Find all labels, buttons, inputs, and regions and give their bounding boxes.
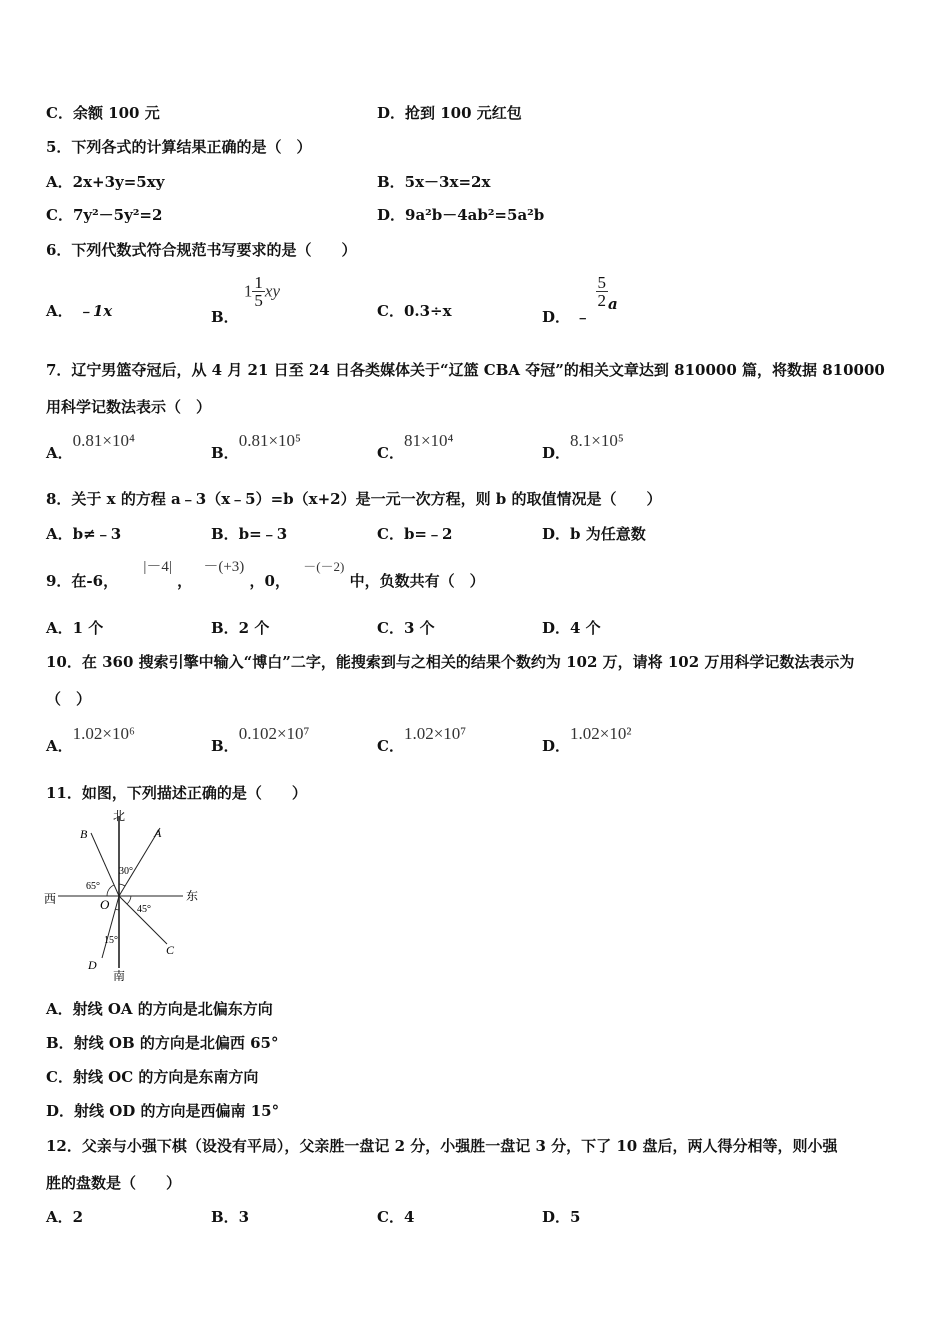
q6-d-sign: ﹣ (575, 307, 591, 326)
label-east: 东 (186, 889, 199, 903)
arc-65 (107, 885, 114, 896)
q8-option-d[interactable]: D．b 为任意数 (542, 525, 646, 543)
q7-b-expr: 0.81×10⁵ (238, 431, 301, 450)
q6-b-label: B． (211, 307, 239, 326)
label-15deg: 15° (104, 935, 118, 946)
q6-option-c[interactable] (377, 300, 452, 321)
q10-option-c[interactable] (377, 723, 467, 755)
label-b: B (80, 827, 88, 841)
q7-d-expr: 8.1×10⁵ (570, 431, 624, 450)
q6-option-a[interactable] (46, 300, 112, 321)
q7-d-label: D． (542, 444, 571, 462)
q10-stem-line2: （ ） (46, 690, 92, 708)
q6-option-b[interactable] (211, 273, 281, 326)
q10-c-label: C． (377, 737, 404, 755)
q6-a-expr: ﹣1x (77, 302, 113, 320)
q6-stem: 6．下列代数式符合规范书写要求的是（ ） (46, 241, 357, 259)
q9-suffix: 中，负数共有（ ） (349, 572, 485, 590)
q10-d-label: D． (542, 737, 571, 755)
arc-45 (127, 896, 131, 904)
q9-expr3: －(－2) (303, 559, 345, 574)
q8-option-a[interactable]: A．b≠﹣3 (46, 525, 122, 543)
q7-c-label: C． (377, 444, 404, 462)
q10-option-a[interactable] (46, 723, 135, 755)
label-west: 西 (44, 892, 57, 906)
q12-option-d[interactable]: D．5 (542, 1208, 581, 1226)
label-d: D (88, 958, 97, 972)
q6-d-den: 2 (597, 291, 606, 310)
q9-option-a[interactable]: A．1 个 (46, 619, 104, 637)
q5-option-a[interactable]: A．2x+3y=5xy (46, 173, 165, 191)
q9-sep1: ， (177, 572, 193, 590)
q5-option-c[interactable]: C．7y²－5y²=2 (46, 206, 163, 224)
q11-option-c[interactable]: C．射线 OC 的方向是东南方向 (46, 1068, 259, 1086)
q9-option-d[interactable]: D．4 个 (542, 619, 601, 637)
q6-d-var: a (608, 294, 618, 313)
q10-option-b[interactable] (211, 723, 310, 755)
q11-option-b[interactable]: B．射线 OB 的方向是北偏西 65° (46, 1034, 279, 1052)
q6-c-expr: 0.3÷x (403, 302, 452, 320)
q9-expr1: |－4| (143, 559, 172, 575)
q12-option-b[interactable]: B．3 (211, 1208, 250, 1226)
label-o: O (100, 897, 110, 912)
q5-option-b[interactable]: B．5x－3x=2x (377, 173, 491, 191)
q10-option-d[interactable] (542, 723, 632, 755)
q7-stem-line2: 用科学记数法表示（ ） (46, 398, 212, 416)
q7-a-expr: 0.81×10⁴ (72, 431, 135, 450)
q12-option-a[interactable]: A．2 (46, 1208, 84, 1226)
q6-b-fraction (252, 274, 265, 309)
q7-option-c[interactable] (377, 430, 454, 462)
q5-option-d[interactable]: D．9a²b－4ab²=5a²b (377, 206, 545, 224)
q10-a-label: A． (46, 737, 73, 755)
q10-a-expr: 1.02×10⁶ (72, 724, 135, 743)
q7-option-d[interactable] (542, 430, 624, 462)
q6-b-var: xy (264, 281, 281, 301)
label-45deg: 45° (137, 904, 151, 915)
q6-b-den: 5 (254, 291, 263, 310)
q7-b-label: B． (211, 444, 239, 462)
q7-a-label: A． (46, 444, 73, 462)
q8-option-b[interactable]: B．b=﹣3 (211, 525, 288, 543)
q7-stem-line1: 7．辽宁男篮夺冠后，从 4 月 21 日至 24 日各类媒体关于“辽篮 CBA 夺冠”的相关文章达到 810000 篇，将数据 810000 (46, 361, 885, 379)
q8-option-c[interactable]: C．b=﹣2 (377, 525, 453, 543)
q11-option-d[interactable]: D．射线 OD 的方向是西偏南 15° (46, 1102, 280, 1120)
label-c: C (166, 943, 175, 957)
q12-stem-line1: 12．父亲与小强下棋（设没有平局），父亲胜一盘记 2 分，小强胜一盘记 3 分，下了 10 盘后，两人得分相等，则小强 (46, 1137, 838, 1155)
q6-option-d[interactable] (542, 273, 618, 326)
q9-sep2: ，0， (249, 572, 290, 590)
direction-figure (40, 808, 210, 983)
q9-option-c[interactable]: C．3 个 (377, 619, 435, 637)
q6-c-label: C． (377, 302, 404, 320)
q7-option-b[interactable] (211, 430, 301, 462)
label-65deg: 65° (86, 881, 100, 892)
q7-c-expr: 81×10⁴ (403, 431, 454, 450)
q5-stem: 5．下列各式的计算结果正确的是（ ） (46, 138, 312, 156)
arc-30 (119, 884, 125, 886)
q6-b-whole: 1 (243, 281, 253, 301)
q6-a-label: A． (46, 302, 73, 320)
q10-b-expr: 0.102×10⁷ (238, 724, 310, 743)
q7-option-a[interactable] (46, 430, 135, 462)
q6-b-num: 1 (254, 273, 263, 292)
q9-stem (46, 555, 485, 590)
q6-d-fraction (596, 274, 609, 309)
q12-option-c[interactable]: C．4 (377, 1208, 415, 1226)
q9-prefix: 9．在-6， (46, 572, 119, 590)
q6-d-num: 5 (597, 273, 606, 292)
q11-stem: 11．如图，下列描述正确的是（ ） (46, 784, 307, 802)
q9-option-b[interactable]: B．2 个 (211, 619, 270, 637)
q9-expr2: －(+3) (203, 559, 245, 575)
q4-option-d[interactable]: D．抢到 100 元红包 (377, 104, 522, 122)
label-south: 南 (113, 969, 126, 983)
q10-b-label: B． (211, 737, 239, 755)
label-a: A (154, 826, 162, 840)
q10-c-expr: 1.02×10⁷ (403, 724, 467, 743)
q12-stem-line2: 胜的盘数是（ ） (46, 1174, 182, 1192)
q6-d-label: D． (542, 307, 571, 326)
q8-stem: 8．关于 x 的方程 a﹣3（x﹣5）=b（x+2）是一元一次方程，则 b 的取值情况是（ ） (46, 490, 662, 508)
q10-stem-line1: 10．在 360 搜索引擎中输入“博白”二字，能搜索到与之相关的结果个数约为 102 万，请将 102 万用科学记数法表示为 (46, 653, 855, 671)
q11-option-a[interactable]: A．射线 OA 的方向是北偏东方向 (46, 1000, 273, 1018)
q10-d-expr: 1.02×10² (570, 724, 632, 743)
label-30deg: 30° (119, 866, 133, 877)
label-north: 北 (113, 809, 126, 823)
q4-option-c[interactable]: C．余额 100 元 (46, 104, 160, 122)
